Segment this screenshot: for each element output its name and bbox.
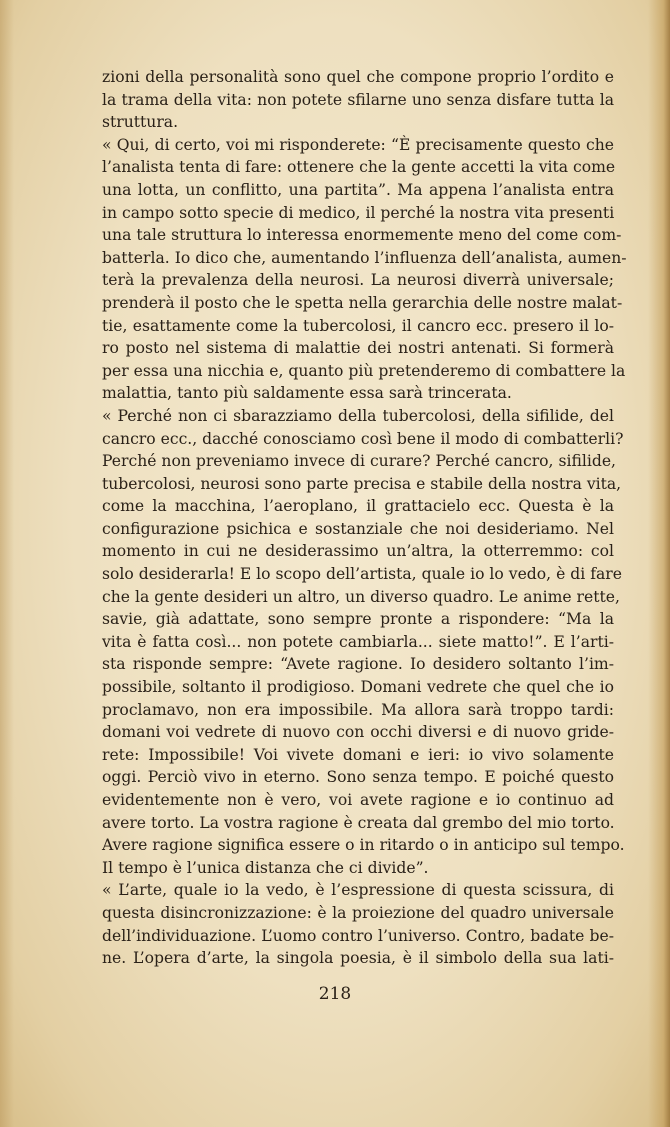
paragraph <box>102 66 614 134</box>
text-line: cancro ecc., dacché conosciamo così bene il modo di combatterli? <box>102 429 624 448</box>
text-line: sta risponde sempre: “Avete ragione. Io desidero soltanto l’im- <box>102 655 614 674</box>
text-line: evidentemente non è vero, voi avete ragione e io continuo ad <box>102 791 614 809</box>
page-right-edge-shadow <box>648 0 670 1127</box>
text-line: prenderà il posto che le spetta nella gerarchia delle nostre malat- <box>102 293 623 312</box>
text-line: domani voi vedrete di nuovo con occhi diversi e di nuovo gride- <box>102 723 614 742</box>
text-line: in campo sotto specie di medico, il perché la nostra vita presenti <box>102 203 615 222</box>
text-line: vita è fatta così... non potete cambiarla... siete matto!”. E l’arti- <box>102 632 614 651</box>
text-line: come la macchina, l’aeroplano, il grattacielo ecc. Questa è la <box>102 497 614 516</box>
text-line: batterla. Io dico che, aumentando l’influenza dell’analista, aumen- <box>102 248 627 267</box>
text-line: ne. L’opera d’arte, la singola poesia, è il simbolo della sua lati- <box>102 949 614 968</box>
paragraph <box>102 134 627 405</box>
text-line: che la gente desideri un altro, un diverso quadro. Le anime rette, <box>102 587 620 606</box>
paragraph <box>102 879 614 969</box>
text-line: solo desiderarla! E lo scopo dell’artista, quale io lo vedo, è di fare <box>102 565 622 584</box>
text-line: « Qui, di certo, voi mi risponderete: “È precisamente questo che <box>102 135 614 154</box>
body-text <box>102 66 627 970</box>
text-line: proclamavo, non era impossibile. Ma allora sarà troppo tardi: <box>102 700 614 719</box>
page-number: 218 <box>318 984 352 1004</box>
text-line: terà la prevalenza della neurosi. La neurosi diverrà universale; <box>102 271 614 290</box>
text-line: configurazione psichica e sostanziale che noi desideriamo. Nel <box>102 519 614 538</box>
text-line: l’analista tenta di fare: ottenere che la gente accetti la vita come <box>102 158 616 177</box>
text-line: possibile, soltanto il prodigioso. Domani vedrete che quel che io <box>102 678 614 697</box>
text-line: Il tempo è l’unica distanza che ci divide”. <box>102 858 429 877</box>
text-line: tubercolosi, neurosi sono parte precisa e stabile della nostra vita, <box>102 474 622 493</box>
text-line: Perché non preveniamo invece di curare? Perché cancro, sifilide, <box>102 452 616 471</box>
text-line: una tale struttura lo interessa enormemente meno del come com- <box>102 226 622 245</box>
paragraph <box>102 405 625 879</box>
text-line: tie, esattamente come la tubercolosi, il cancro ecc. presero il lo- <box>102 316 614 335</box>
text-line: « L’arte, quale io la vedo, è l’espressione di questa scissura, di <box>102 881 614 900</box>
text-line: malattia, tanto più saldamente essa sarà trincerata. <box>102 384 512 403</box>
text-line: rete: Impossibile! Voi vivete domani e ieri: io vivo solamente <box>102 745 614 764</box>
text-line: oggi. Perciò vivo in eterno. Sono senza tempo. E poiché questo <box>102 768 614 787</box>
text-line: Avere ragione significa essere o in ritardo o in anticipo sul tempo. <box>102 836 625 855</box>
text-line: per essa una nicchia e, quanto più pretenderemo di combattere la <box>102 361 626 380</box>
text-line: dell’individuazione. L’uomo contro l’universo. Contro, badate be- <box>102 926 614 945</box>
text-line: zioni della personalità sono quel che compone proprio l’ordito e <box>102 68 614 86</box>
text-line: la trama della vita: non potete sfilarne uno senza disfare tutta la <box>102 90 614 109</box>
text-line: ro posto nel sistema di malattie dei nostri antenati. Si formerà <box>102 339 614 358</box>
text-line: struttura. <box>102 113 179 132</box>
text-line: momento in cui ne desiderassimo un’altra, la otterremmo: col <box>102 542 614 561</box>
text-line: « Perché non ci sbarazziamo della tubercolosi, della sifilide, del <box>102 406 614 425</box>
text-line: savie, già adattate, sono sempre pronte a rispondere: “Ma la <box>102 610 614 629</box>
page-left-edge-shadow <box>0 0 14 1127</box>
text-line: avere torto. La vostra ragione è creata dal grembo del mio torto. <box>102 813 615 832</box>
text-line: questa disincronizzazione: è la proiezione del quadro universale <box>102 903 614 922</box>
text-line: una lotta, un conflitto, una partita”. Ma appena l’analista entra <box>102 180 614 199</box>
